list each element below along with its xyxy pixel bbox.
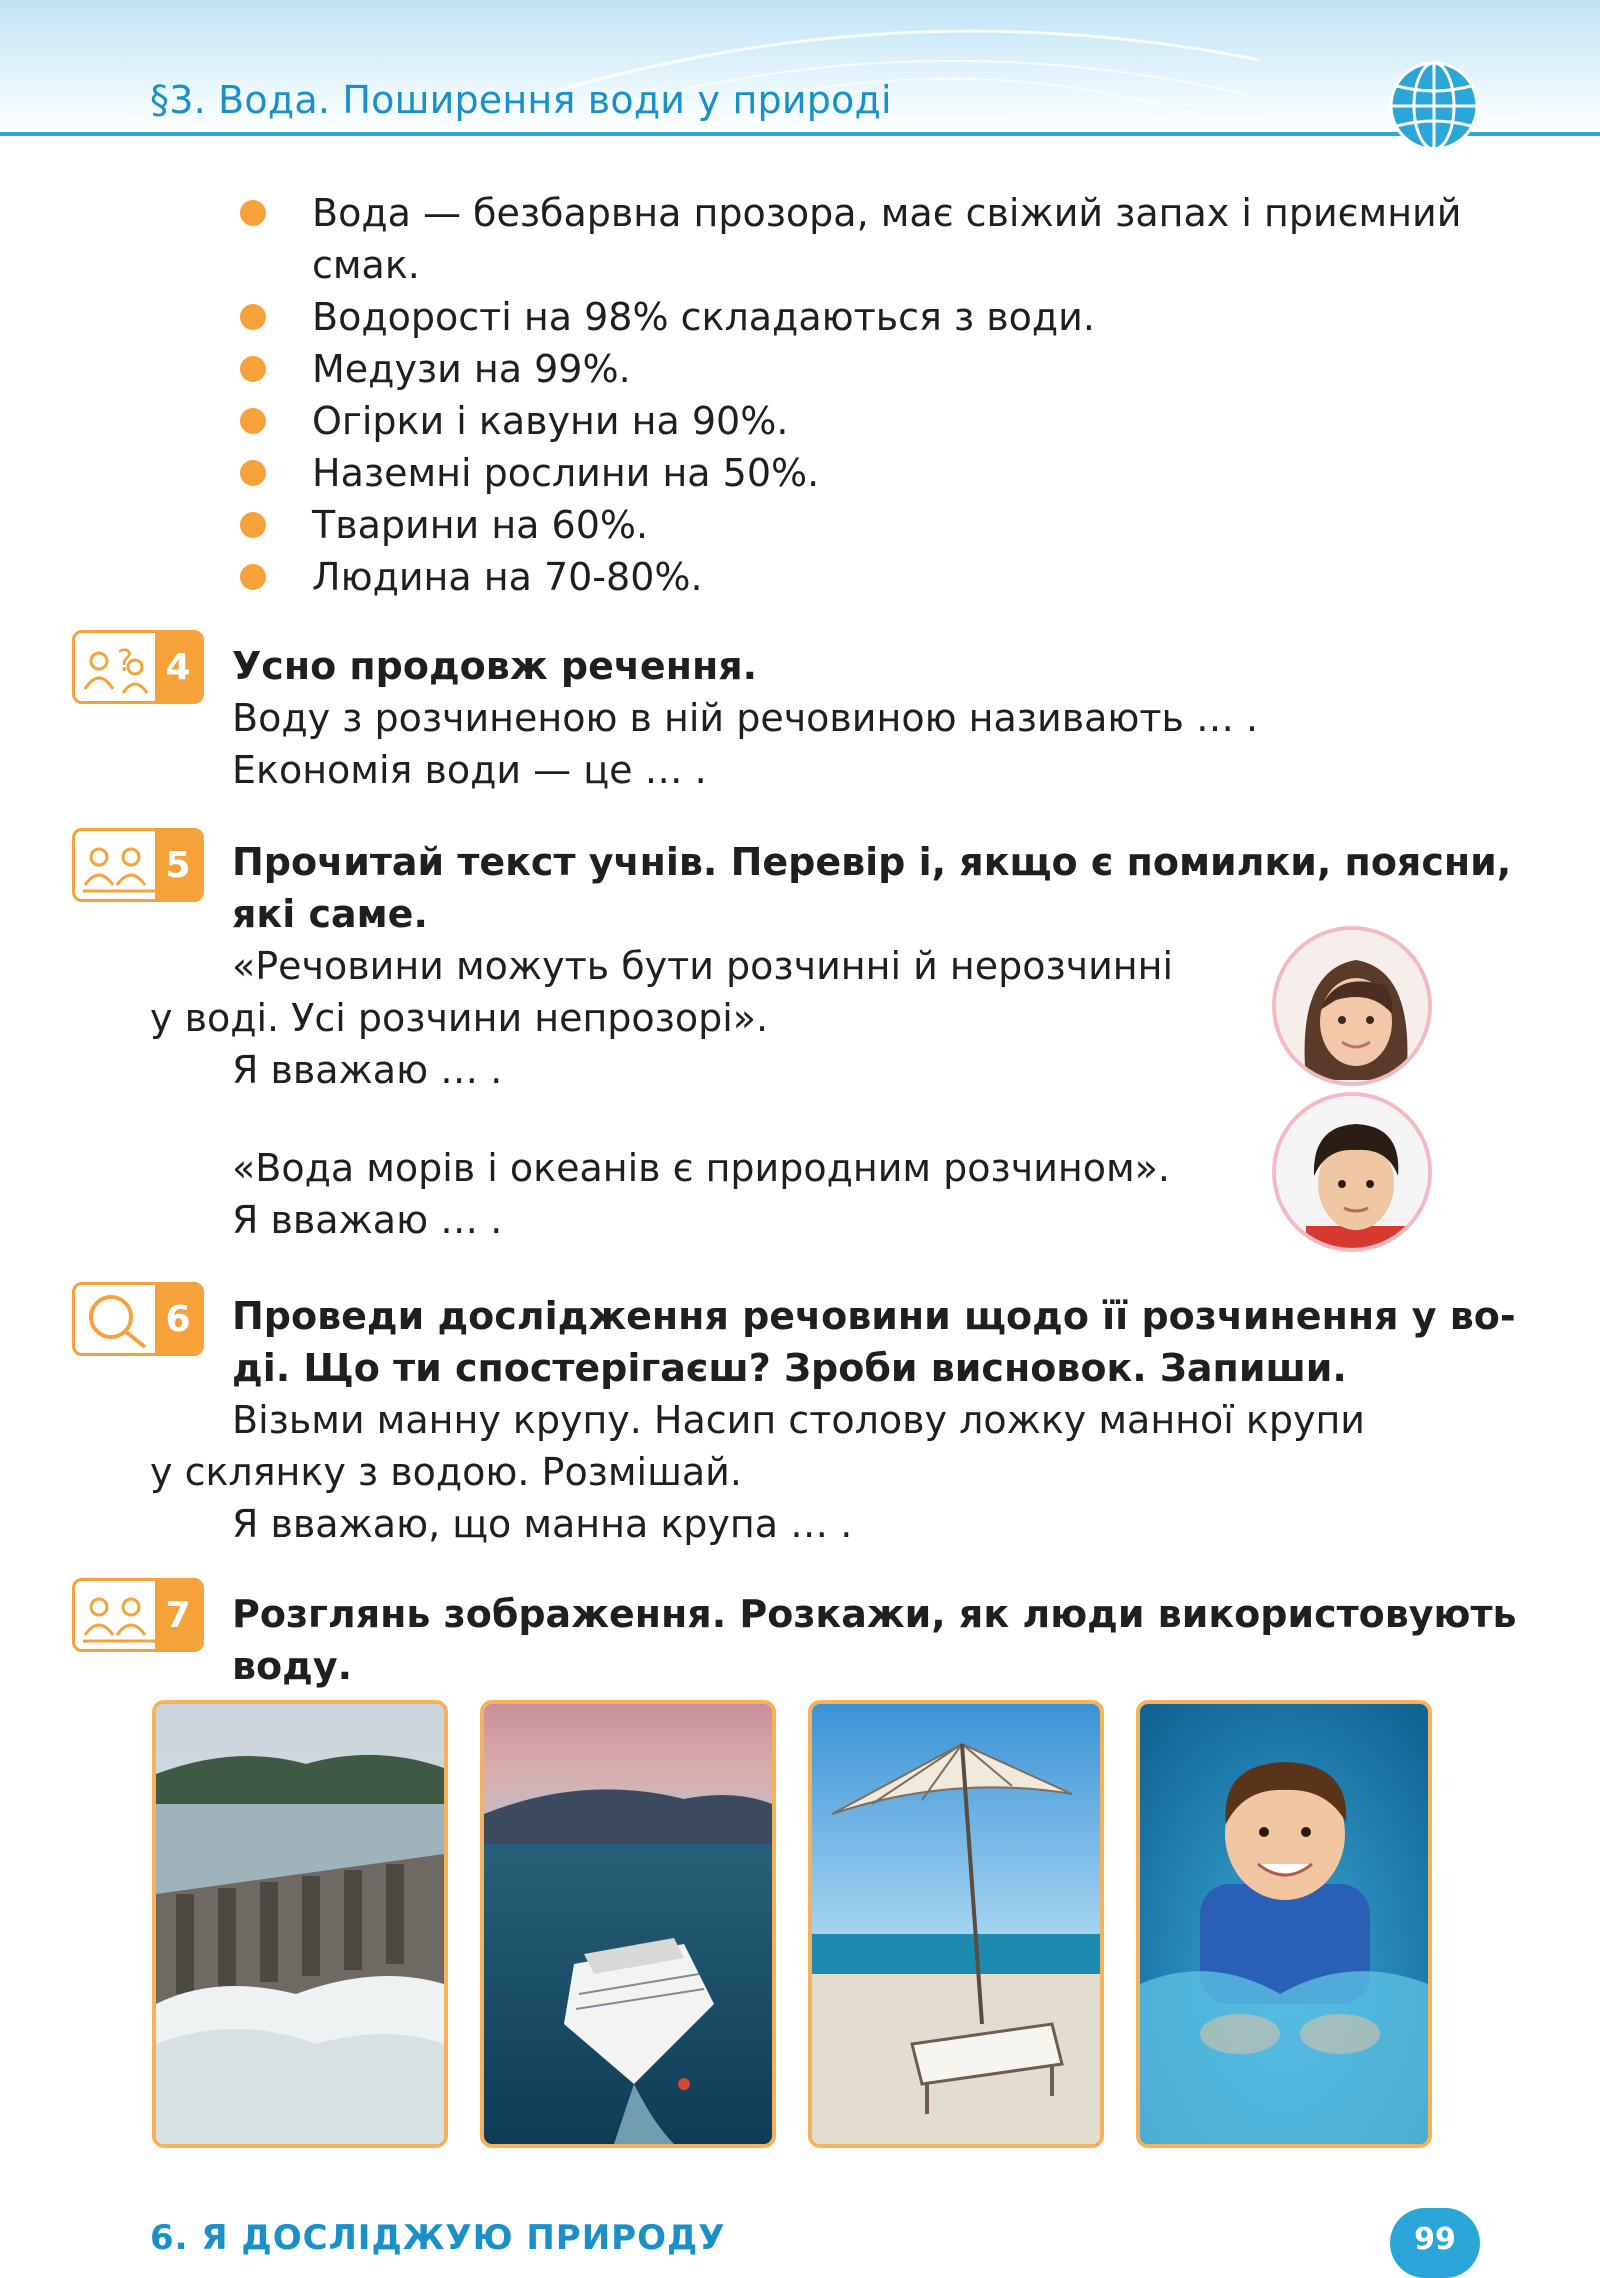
task-6-number: 6 bbox=[155, 1285, 201, 1353]
bullet-dot bbox=[240, 304, 266, 330]
task-5-title-continuation: які саме. bbox=[232, 892, 428, 936]
task-6-icon bbox=[72, 1282, 204, 1356]
bullet-dot bbox=[240, 564, 266, 590]
pair-work-icon bbox=[79, 1585, 159, 1649]
bullet-dot bbox=[240, 512, 266, 538]
task-7-number: 7 bbox=[155, 1581, 201, 1649]
bullet-text: Огірки і кавуни на 90%. bbox=[312, 399, 789, 443]
task-6-answer: Я вважаю, що манна крупа … . bbox=[232, 1502, 853, 1546]
task-5-icon bbox=[72, 828, 204, 902]
bullet-text: Медузи на 99%. bbox=[312, 347, 631, 391]
beach-umbrella-photo bbox=[808, 1700, 1104, 2148]
task-5-number: 5 bbox=[155, 831, 201, 899]
bullet-dot bbox=[240, 200, 266, 226]
task-6-text: Візьми манну крупу. Насип столову ложку манної крупи bbox=[232, 1398, 1366, 1442]
magnifier-icon bbox=[79, 1289, 159, 1353]
bullet-dot bbox=[240, 356, 266, 382]
bullet-text: Людина на 70-80%. bbox=[312, 555, 703, 599]
task-5-title: Прочитай текст учнів. Перевір і, якщо є помилки, поясни, bbox=[232, 840, 1512, 884]
pair-work-icon bbox=[79, 835, 159, 899]
task-4-line: Воду з розчиненою в ній речовиною називають … . bbox=[232, 696, 1259, 740]
task-7-title-continuation: воду. bbox=[232, 1644, 353, 1688]
bullet-dot bbox=[240, 408, 266, 434]
svg-text:?: ? bbox=[117, 644, 133, 679]
swimming-boy-photo bbox=[1136, 1700, 1432, 2148]
task-5-quote-1: «Речовини можуть бути розчинні й нерозчинні bbox=[232, 944, 1174, 988]
task-4-number: 4 bbox=[155, 633, 201, 701]
task-5-quote-1-continuation: у воді. Усі розчини непрозорі». bbox=[150, 996, 769, 1040]
task-5-quote-2: «Вода морів і океанів є природним розчином». bbox=[232, 1146, 1170, 1190]
task-6-title-continuation: ді. Що ти спостерігаєш? Зроби висновок. Запиши. bbox=[232, 1346, 1347, 1390]
globe-icon bbox=[1388, 60, 1480, 152]
bullet-text-continuation: смак. bbox=[312, 243, 420, 287]
cruise-ship-photo bbox=[480, 1700, 776, 2148]
bullet-text: Тварини на 60%. bbox=[312, 503, 649, 547]
boy-avatar bbox=[1272, 1092, 1432, 1252]
task-7-title: Розглянь зображення. Розкажи, як люди використовують bbox=[232, 1592, 1517, 1636]
girl-avatar bbox=[1272, 926, 1432, 1086]
task-5-answer-1: Я вважаю … . bbox=[232, 1048, 503, 1092]
task-4-line: Економія води — це … . bbox=[232, 748, 707, 792]
task-6-title: Проведи дослідження речовини щодо її розчинення у во- bbox=[232, 1294, 1516, 1338]
task-4-icon bbox=[72, 630, 204, 704]
page-number: 99 bbox=[1414, 2222, 1456, 2257]
hydroelectric-dam-photo bbox=[152, 1700, 448, 2148]
book-title: 6. Я ДОСЛІДЖУЮ ПРИРОДУ bbox=[150, 2218, 726, 2258]
task-5-answer-2: Я вважаю … . bbox=[232, 1198, 503, 1242]
header-divider bbox=[0, 132, 1600, 136]
bullet-text: Вода — безбарвна прозора, має свіжий запах і приємний bbox=[312, 191, 1462, 235]
bullet-dot bbox=[240, 460, 266, 486]
task-4-title: Усно продовж речення. bbox=[232, 644, 758, 688]
section-title: §3. Вода. Поширення води у природі bbox=[150, 78, 892, 122]
task-6-text-continuation: у склянку з водою. Розмішай. bbox=[150, 1450, 742, 1494]
bullet-text: Наземні рослини на 50%. bbox=[312, 451, 820, 495]
discussion-icon bbox=[79, 637, 159, 701]
task-7-icon bbox=[72, 1578, 204, 1652]
bullet-text: Водорості на 98% складаються з води. bbox=[312, 295, 1095, 339]
